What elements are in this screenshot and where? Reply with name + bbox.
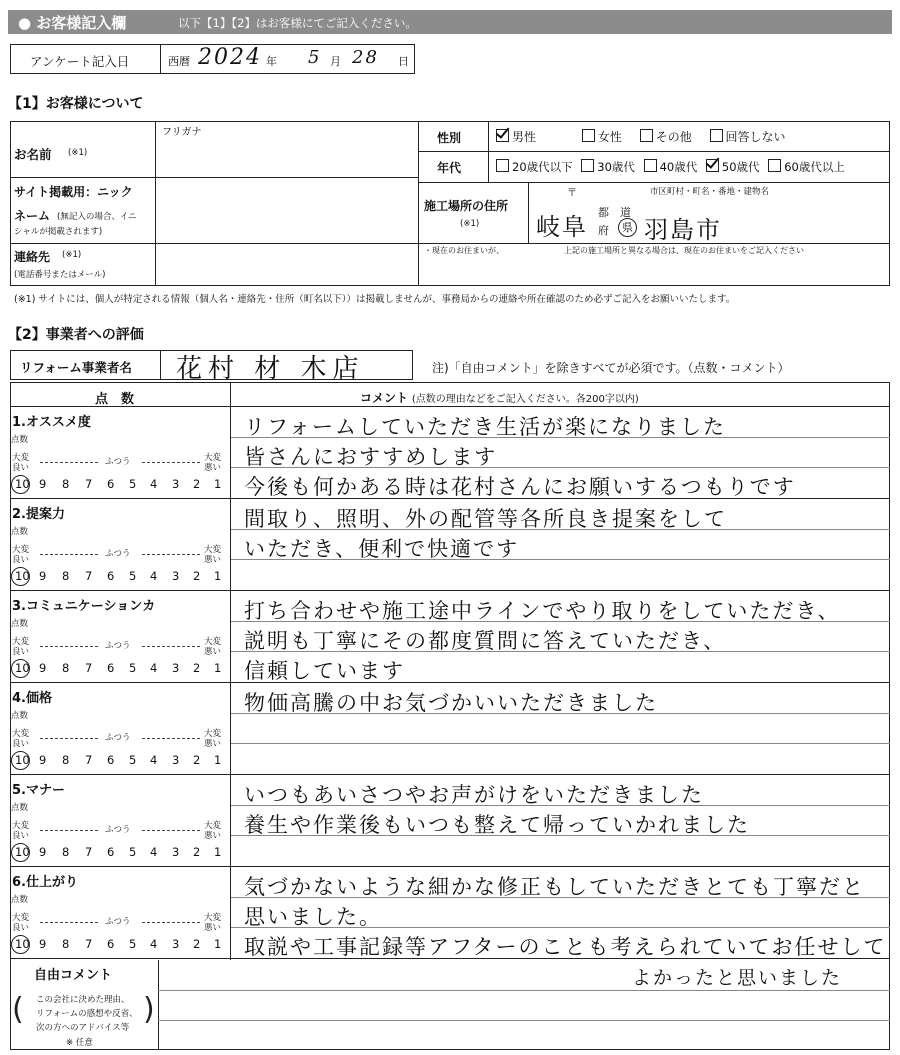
age-label: 年代 [437,161,462,175]
checkbox-checked-icon[interactable] [706,159,719,172]
score-option[interactable]: 6 [107,477,115,491]
score-option[interactable]: 8 [62,753,70,767]
score-option[interactable]: 2 [193,477,201,491]
score-option[interactable]: 8 [62,661,70,675]
selected-score-circle [11,843,30,862]
survey-day: 28 [352,47,379,68]
address-footnote: ・現在のお住まいが、 上記の施工場所と異なる場合は、現在のお住まいをご記入ください [424,246,804,255]
selected-score-circle [11,751,30,770]
score-label-char: 点 [11,803,20,813]
pref-suffix-top: 都 道 [598,206,631,219]
scale-arrow-right [142,922,200,923]
score-option[interactable]: 9 [39,845,47,859]
address-hint: 市区町村・町名・番地・建物名 [650,187,770,197]
section1-footnote: (※1) サイトには、個人が特定される情報（個人名・連絡先・住所（町名以下））は掲載しませんが、事務局からの連絡や所在確認のため必ずご記入をお願いいたします。 [14,294,736,305]
scale-arrow-right [142,830,200,831]
scale-right-2: 悪い [204,647,222,657]
score-option[interactable]: 2 [193,753,201,767]
scale-right-1: 大変 [204,453,222,463]
comment-line: 今後も何かある時は花村さんにお願いするつもりです [244,475,796,499]
contact-note-2: (電話番号またはメール) [14,270,106,280]
score-label [11,527,28,537]
scale-right-2: 悪い [204,739,222,749]
free-comment-bracket-right: ) [143,992,155,1027]
free-comment-bracket-left: ( [12,992,24,1027]
comment-line: 間取り、照明、外の配管等各所良き提案をして [244,507,727,531]
comment-header-title: コメント [360,391,409,405]
age-option[interactable] [581,160,635,174]
scale-arrow-left [40,922,98,923]
score-label [11,711,28,721]
category-title: 4.価格 [12,691,52,706]
scale-arrow-right [142,738,200,739]
score-option[interactable]: 7 [85,937,93,951]
scale-left-label [12,637,29,657]
contact-label: 連絡先 [14,250,51,264]
free-comment-label: 自由コメント [34,968,113,983]
age-option-label: 50歳代 [721,160,760,174]
scale-right-label [204,637,221,657]
score-option[interactable]: 5 [129,477,137,491]
score-option[interactable]: 1 [214,937,222,951]
score-option[interactable]: 3 [172,937,180,951]
survey-date-label: アンケート記入日 [30,54,130,69]
score-option[interactable]: 1 [214,477,222,491]
selected-score-circle [11,475,30,494]
age-option-selected[interactable] [706,160,760,174]
header-title: ● お客様記入欄 [18,14,127,32]
score-option[interactable]: 5 [129,845,137,859]
scale-right-2: 悪い [204,463,222,473]
scale-right-label [204,821,221,841]
scale-right-2: 悪い [204,831,222,841]
score-option[interactable]: 1 [214,845,222,859]
score-option[interactable]: 4 [150,477,158,491]
free-comment-note: この会社に決めた理由、 [36,995,130,1005]
year-unit: 年 [266,55,277,68]
pref-ken-label: 県 [622,221,633,234]
score-option[interactable]: 7 [85,661,93,675]
scale-mid-label: ふつう [105,733,131,743]
contact-note-1: (※1) [62,250,82,260]
survey-month: 5 [308,47,322,68]
category-title: 1.オススメ度 [12,415,91,430]
scale-right-2: 悪い [204,923,222,933]
score-option[interactable]: 6 [107,845,115,859]
scale-left-2: 良い [12,831,30,841]
score-option[interactable]: 9 [39,569,47,583]
checkbox-icon[interactable] [582,129,595,142]
score-option[interactable]: 9 [39,937,47,951]
category-title: 3.コミュニケーションカ [12,599,156,614]
score-label [11,803,28,813]
free-comment-note: リフォームの感想や反省、 [36,1009,138,1019]
section2-heading: 【2】事業者への評価 [8,327,144,343]
age-option-label: 30歳代 [597,160,635,174]
scale-right-2: 悪い [204,555,222,565]
pref-ken-circled [618,218,637,237]
score-option[interactable]: 4 [150,569,158,583]
scale-left-label [12,453,29,473]
scale-arrow-left [40,554,98,555]
scale-left-label [12,913,29,933]
score-option[interactable]: 3 [172,569,180,583]
score-label-char: 点 [11,895,20,905]
scale-mid-label: ふつう [105,825,131,835]
free-comment-note: 次の方へのアドバイス等 [36,1023,130,1033]
city-handwritten: 羽島市 [644,216,722,244]
scale-left-1: 大変 [12,637,30,647]
score-option[interactable]: 10 [15,477,30,491]
score-option[interactable]: 8 [62,569,70,583]
score-label-char: 数 [19,527,29,537]
score-label [11,435,28,445]
score-option[interactable]: 10 [15,845,30,859]
score-option[interactable]: 4 [150,845,158,859]
category-title: 6.仕上がり [12,875,78,890]
scale-arrow-right [142,646,200,647]
score-option[interactable]: 10 [15,937,30,951]
scale-arrow-left [40,646,98,647]
score-header: 点 数 [95,392,135,407]
checkbox-icon[interactable] [640,129,653,142]
comment-line: 打ち合わせや施工途中ラインでやり取りをしていただき、 [244,599,841,623]
postal-mark: 〒 [567,188,577,199]
header-bar [8,10,892,34]
age-option-label: 20歳代以下 [512,160,573,174]
address-label: 施工場所の住所 [424,199,509,213]
score-option[interactable]: 2 [193,569,201,583]
name-note: (※1) [68,148,88,158]
age-options [496,159,845,175]
scale-left-1: 大変 [12,913,30,923]
scale-left-label [12,545,29,565]
gender-option-other[interactable] [640,130,692,144]
score-option[interactable]: 10 [15,753,30,767]
scale-right-1: 大変 [204,545,222,555]
furigana-label: フリガナ [162,127,202,138]
comment-line: 説明も丁寧にその都度質問に答えていただき、 [244,629,727,653]
scale-left-1: 大変 [12,545,30,555]
score-option[interactable]: 3 [172,661,180,675]
day-unit: 日 [398,55,409,68]
scale-mid-label: ふつう [105,641,131,651]
selected-score-circle [11,567,30,586]
age-option-label: 40歳代 [659,160,698,174]
gender-options [496,128,786,145]
gender-option-female[interactable] [582,130,622,144]
score-option[interactable]: 3 [172,477,180,491]
score-label-char: 数 [19,803,29,813]
score-label-char: 点 [11,527,20,537]
required-note: 注)「自由コメント」を除きすべてが必須です。（点数・コメント） [432,361,790,375]
gender-option-label: その他 [655,130,692,144]
scale-arrow-left [40,830,98,831]
company-label: リフォーム事業者名 [20,360,132,375]
score-option[interactable]: 2 [193,845,201,859]
score-option[interactable]: 8 [62,845,70,859]
scale-left-2: 良い [12,739,30,749]
score-option[interactable]: 4 [150,937,158,951]
score-option[interactable]: 7 [85,845,93,859]
company-name: 花村 材 木店 [176,354,365,384]
score-option[interactable]: 8 [62,477,70,491]
nickname-label-2: ネーム [14,209,51,223]
checkbox-icon[interactable] [581,159,594,172]
gender-option-label: 回答しない [725,130,786,144]
scale-left-2: 良い [12,647,30,657]
score-option[interactable]: 3 [172,845,180,859]
scale-left-label [12,821,29,841]
comment-line: 養生や作業後もいつも整えて帰っていかれました [244,813,750,837]
comment-line: 皆さんにおすすめします [244,445,498,469]
scale-left-1: 大変 [12,453,30,463]
score-label-char: 点 [11,619,20,629]
score-label-char: 点 [11,711,20,721]
score-option[interactable]: 4 [150,661,158,675]
score-option[interactable]: 5 [129,753,137,767]
checkbox-icon[interactable] [710,129,723,142]
scale-right-label [204,913,221,933]
header-note: 以下【1】【2】はお客様にてご記入ください。 [178,16,417,30]
comment-line: 思いました。 [244,905,382,929]
comment-header-note: (点数の理由などをご記入ください。各200字以内) [411,394,639,405]
scale-right-1: 大変 [204,821,222,831]
comment-line: 信頼しています [244,659,405,683]
score-option[interactable]: 4 [150,753,158,767]
gender-option-label: 女性 [597,130,622,144]
score-option[interactable]: 6 [107,569,115,583]
score-option[interactable]: 10 [15,661,30,675]
gender-option-male[interactable] [496,130,536,144]
scale-left-2: 良い [12,463,30,473]
score-option[interactable]: 7 [85,477,93,491]
score-label-char: 数 [19,619,29,629]
survey-year: 2024 [198,45,262,70]
gender-option-no-answer[interactable] [710,130,786,144]
age-option[interactable] [644,160,698,174]
score-option[interactable]: 7 [85,753,93,767]
scale-left-label [12,729,29,749]
score-option[interactable]: 9 [39,753,47,767]
score-option[interactable]: 10 [15,569,30,583]
month-unit: 月 [330,55,341,68]
scale-right-label [204,545,221,565]
age-option[interactable] [768,160,845,174]
scale-arrow-right [142,554,200,555]
score-option[interactable]: 1 [214,753,222,767]
selected-score-circle [11,659,30,678]
score-label-char: 数 [19,435,29,445]
checkbox-checked-icon[interactable] [496,129,509,142]
scale-right-label [204,729,221,749]
address-note: (※1) [460,219,480,229]
score-option[interactable]: 6 [107,937,115,951]
comment-line: いただき、便利で快適です [244,537,520,561]
score-option[interactable]: 1 [214,569,222,583]
score-option[interactable]: 5 [129,661,137,675]
score-option[interactable]: 7 [85,569,93,583]
scale-mid-label: ふつう [105,457,131,467]
score-option[interactable]: 6 [107,753,115,767]
nickname-label-1: サイト掲載用：ニック [14,185,133,199]
scale-left-1: 大変 [12,821,30,831]
comment-header [360,389,639,406]
scale-arrow-right [142,462,200,463]
nickname-note-1: (無記入の場合、イニ [57,212,137,222]
nickname-note-2: シャルが掲載されます) [14,227,103,237]
scale-arrow-left [40,462,98,463]
score-option[interactable]: 1 [214,661,222,675]
scale-left-2: 良い [12,923,30,933]
comment-line: 物価高騰の中お気づかいいただきました [244,691,658,715]
score-option[interactable]: 5 [129,569,137,583]
comment-line: 気づかないような細かな修正もしていただきとても丁寧だと [244,875,865,899]
score-label-char: 数 [19,895,29,905]
score-option[interactable]: 3 [172,753,180,767]
checkbox-icon[interactable] [496,159,509,172]
prefecture-handwritten: 岐阜 [536,213,588,241]
score-label [11,895,28,905]
age-option-label: 60歳代以上 [784,160,845,174]
score-option[interactable]: 5 [129,937,137,951]
score-label [11,619,28,629]
age-option[interactable] [496,160,573,174]
score-option[interactable]: 2 [193,661,201,675]
checkbox-icon[interactable] [768,159,781,172]
score-option[interactable]: 9 [39,477,47,491]
checkbox-icon[interactable] [644,159,657,172]
gender-option-label: 男性 [512,130,537,144]
comment-line: いつもあいさつやお声がけをいただきました [244,783,704,807]
scale-left-2: 良い [12,555,30,565]
scale-right-1: 大変 [204,637,222,647]
score-label-char: 点 [11,435,20,445]
section1-heading: 【1】お客様について [8,96,144,112]
scale-right-1: 大変 [204,913,222,923]
free-comment-text: よかったと思いました [632,967,843,989]
scale-mid-label: ふつう [105,917,131,927]
selected-score-circle [11,935,30,954]
score-label-char: 数 [19,711,29,721]
gender-label: 性別 [437,131,462,145]
scale-mid-label: ふつう [105,549,131,559]
scale-right-1: 大変 [204,729,222,739]
comment-line: 取説や工事記録等アフターのことも考えられていてお任せして [244,935,887,959]
score-option[interactable]: 2 [193,937,201,951]
score-option[interactable]: 8 [62,937,70,951]
scale-right-label [204,453,221,473]
comment-line: リフォームしていただき生活が楽になりました [244,415,726,439]
name-label: お名前 [14,147,52,162]
score-option[interactable]: 9 [39,661,47,675]
scale-arrow-left [40,738,98,739]
free-comment-optional: ※ 任意 [66,1038,93,1048]
era-label: 西暦 [168,55,190,68]
category-title: 2.提案力 [12,507,65,522]
category-title: 5.マナー [12,783,65,798]
pref-suffix-bottom: 府 [598,224,609,237]
scale-left-1: 大変 [12,729,30,739]
score-option[interactable]: 6 [107,661,115,675]
